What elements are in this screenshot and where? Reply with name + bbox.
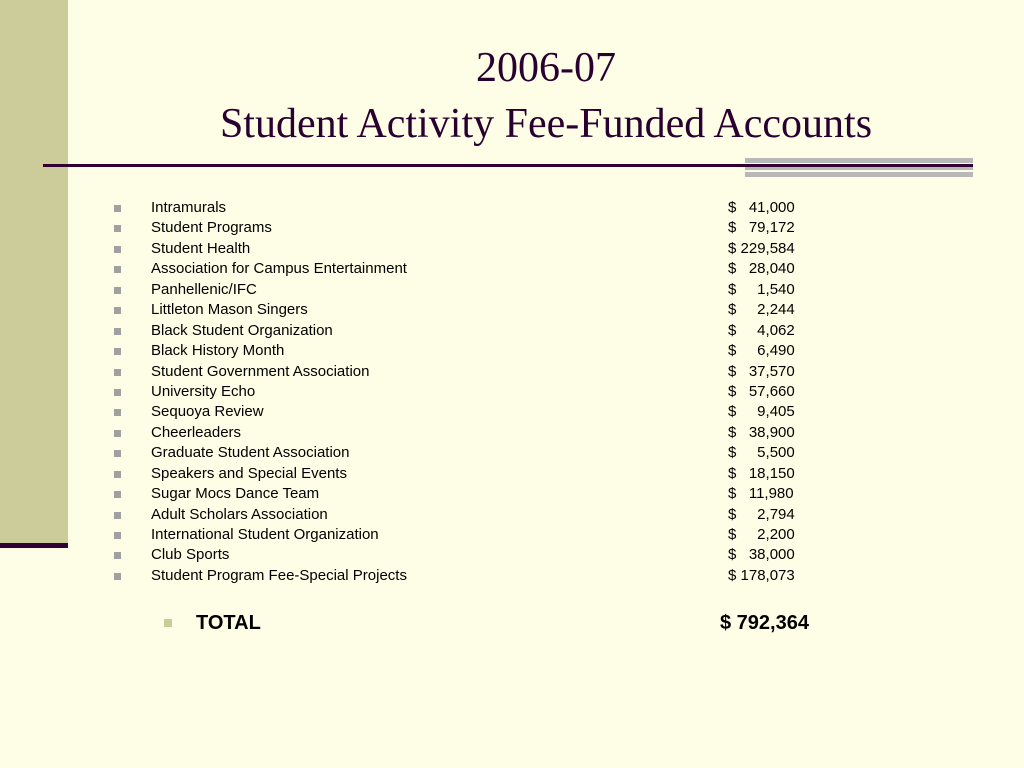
account-label: Cheerleaders xyxy=(151,423,242,441)
account-row xyxy=(110,505,830,525)
account-row xyxy=(110,259,830,279)
total-label: TOTAL xyxy=(196,612,261,634)
account-row xyxy=(110,525,830,545)
total-amount: $ 792,364 xyxy=(720,612,809,634)
account-row xyxy=(110,382,830,402)
account-row xyxy=(110,321,830,341)
square-bullet-icon xyxy=(114,430,121,437)
account-amount: $ 5,500 xyxy=(728,444,795,462)
account-label: Sequoya Review xyxy=(151,403,264,421)
account-amount: $ 57,660 xyxy=(728,382,795,400)
account-label: Club Sports xyxy=(151,546,230,564)
account-label: Black Student Organization xyxy=(151,321,333,339)
square-bullet-icon xyxy=(114,471,121,478)
square-bullet-icon xyxy=(114,532,121,539)
account-amount: $ 2,244 xyxy=(728,301,795,319)
square-bullet-icon xyxy=(114,328,121,335)
square-bullet-icon xyxy=(114,287,121,294)
square-bullet-icon xyxy=(114,369,121,376)
account-row xyxy=(110,423,830,443)
square-bullet-icon xyxy=(114,307,121,314)
account-amount: $ 11,980 xyxy=(728,485,794,503)
square-bullet-icon xyxy=(114,389,121,396)
account-amount: $ 79,172 xyxy=(728,219,795,237)
account-label: Sugar Mocs Dance Team xyxy=(151,485,320,503)
account-label: Student Government Association xyxy=(151,362,370,380)
left-accent-bar xyxy=(0,0,68,546)
account-label: Student Program Fee-Special Projects xyxy=(151,566,407,584)
title-rule-accent xyxy=(745,158,973,178)
total-row xyxy=(160,608,860,638)
account-row xyxy=(110,239,830,259)
account-row xyxy=(110,464,830,484)
account-amount: $ 6,490 xyxy=(728,342,795,360)
account-amount: $ 9,405 xyxy=(728,403,795,421)
account-amount: $ 178,073 xyxy=(728,566,795,584)
square-bullet-icon xyxy=(114,573,121,580)
account-row xyxy=(110,566,830,586)
left-accent-rule xyxy=(0,543,68,548)
account-amount: $ 41,000 xyxy=(728,199,795,216)
account-row xyxy=(110,198,830,218)
account-amount: $ 38,900 xyxy=(728,423,795,441)
slide-title-line1: 2006-07 xyxy=(476,45,616,91)
account-amount: $ 28,040 xyxy=(728,260,795,278)
square-bullet-icon xyxy=(114,450,121,457)
account-row xyxy=(110,402,830,422)
account-row xyxy=(110,362,830,382)
account-amount: $ 229,584 xyxy=(728,239,795,257)
square-bullet-icon xyxy=(114,409,121,416)
account-amount: $ 4,062 xyxy=(728,321,795,339)
account-label: Speakers and Special Events xyxy=(151,464,347,482)
square-bullet-icon xyxy=(114,266,121,273)
account-amount: $ 2,200 xyxy=(728,526,795,543)
square-bullet-icon xyxy=(114,552,121,559)
account-label: Graduate Student Association xyxy=(151,444,350,462)
account-amount: $ 18,150 xyxy=(728,464,795,482)
account-label: Black History Month xyxy=(151,342,285,360)
account-amount: $ 37,570 xyxy=(728,362,795,380)
account-label: International Student Organization xyxy=(151,526,379,543)
account-row xyxy=(110,341,830,361)
account-amount: $ 1,540 xyxy=(728,280,795,298)
account-amount: $ 38,000 xyxy=(728,546,795,564)
account-label: Student Health xyxy=(151,239,251,257)
account-row xyxy=(110,545,830,565)
account-row xyxy=(110,280,830,300)
square-bullet-icon xyxy=(114,225,121,232)
account-amount: $ 2,794 xyxy=(728,505,795,523)
account-label: Student Programs xyxy=(151,219,272,237)
square-bullet-icon xyxy=(114,512,121,519)
account-row xyxy=(110,300,830,320)
account-label: Littleton Mason Singers xyxy=(151,301,308,319)
account-label: Adult Scholars Association xyxy=(151,505,328,523)
slide-title-line2: Student Activity Fee-Funded Accounts xyxy=(219,101,873,147)
title-rule xyxy=(43,164,973,167)
account-label: Panhellenic/IFC xyxy=(151,280,257,298)
account-row xyxy=(110,484,830,504)
slide-title xyxy=(68,40,1024,152)
account-label: Association for Campus Entertainment xyxy=(151,260,407,278)
square-bullet-icon xyxy=(114,205,121,212)
square-bullet-icon xyxy=(114,491,121,498)
square-bullet-icon xyxy=(114,246,121,253)
square-bullet-icon xyxy=(164,619,172,627)
account-row xyxy=(110,218,830,238)
account-row xyxy=(110,443,830,463)
account-label: Intramurals xyxy=(151,199,227,216)
square-bullet-icon xyxy=(114,348,121,355)
account-label: University Echo xyxy=(151,382,256,400)
accounts-list xyxy=(110,198,830,586)
